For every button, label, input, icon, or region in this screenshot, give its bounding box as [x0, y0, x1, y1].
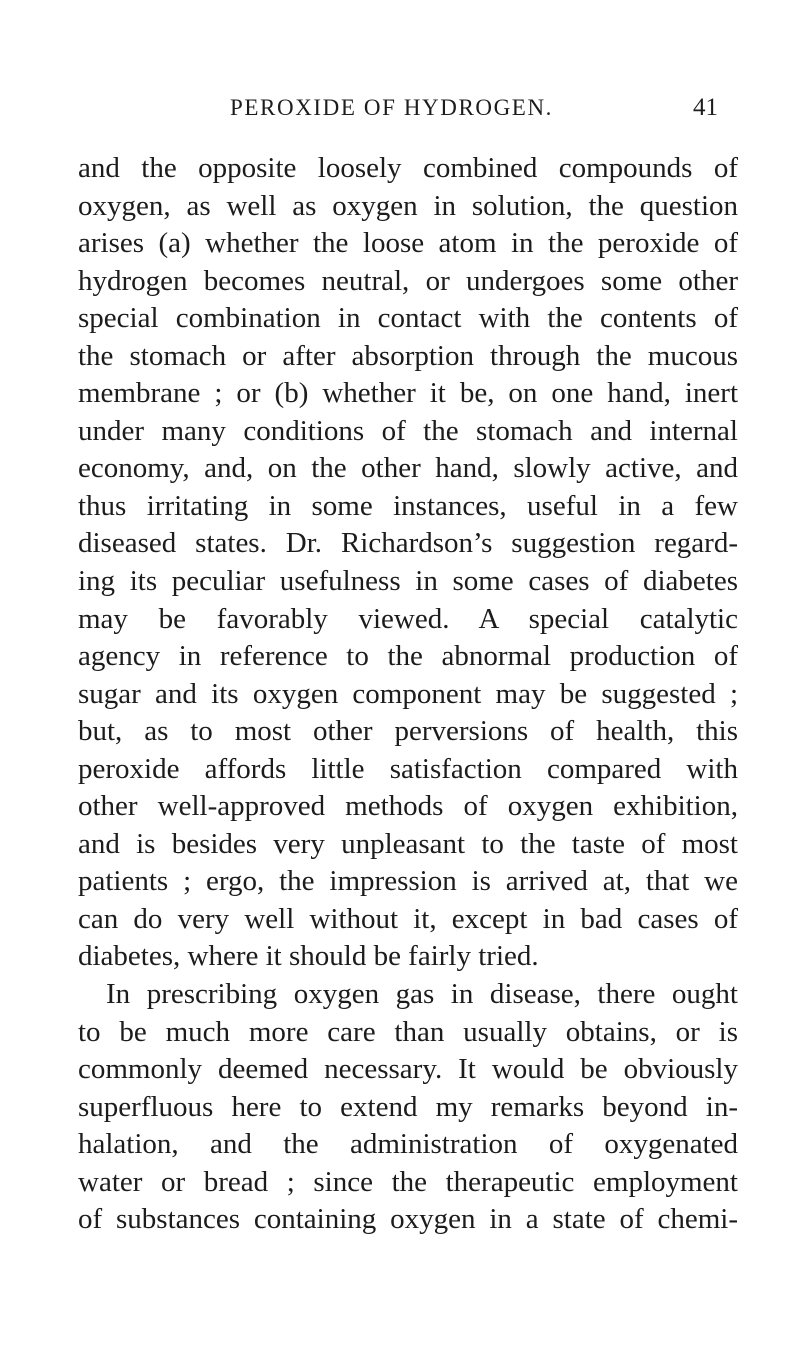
- text-line: and is besides very unpleasant to the taste of most: [78, 827, 738, 860]
- text-line: under many conditions of the stomach and internal: [78, 414, 738, 447]
- text-line: but, as to most other perversions of health, this: [78, 715, 738, 748]
- paragraph-end-line: diabetes, where it should be fairly tried.: [78, 940, 539, 973]
- text-line: water or bread ; since the therapeutic employment: [78, 1165, 738, 1198]
- paragraph-start-line: In prescribing oxygen gas in disease, there ought: [106, 978, 738, 1011]
- text-line: patients ; ergo, the impression is arrived at, that we: [78, 865, 738, 898]
- body-text: [78, 150, 738, 1239]
- text-line: oxygen, as well as oxygen in solution, the question: [78, 189, 738, 222]
- text-line: hydrogen becomes neutral, or undergoes some other: [78, 264, 738, 297]
- running-head: [0, 92, 800, 124]
- text-line: commonly deemed necessary. It would be obviously: [78, 1053, 738, 1086]
- text-line: superfluous here to extend my remarks beyond in-: [78, 1090, 738, 1123]
- text-line: economy, and, on the other hand, slowly active, and: [78, 452, 738, 485]
- text-line: membrane ; or (b) whether it be, on one hand, inert: [78, 377, 738, 410]
- text-line: diseased states. Dr. Richardson’s suggestion regard-: [78, 527, 738, 560]
- text-line: special combination in contact with the contents of: [78, 302, 738, 335]
- page-number: 41: [693, 94, 718, 121]
- text-line: can do very well without it, except in bad cases of: [78, 902, 738, 935]
- text-line: thus irritating in some instances, useful in a few: [78, 489, 738, 522]
- text-line: to be much more care than usually obtains, or is: [78, 1015, 738, 1048]
- text-line: peroxide affords little satisfaction compared with: [78, 752, 738, 785]
- text-line: ing its peculiar usefulness in some cases of diabetes: [78, 565, 738, 598]
- text-line: halation, and the administration of oxygenated: [78, 1128, 738, 1161]
- text-line: of substances containing oxygen in a state of chemi-: [78, 1203, 738, 1236]
- text-line: agency in reference to the abnormal production of: [78, 640, 738, 673]
- text-line: may be favorably viewed. A special catalytic: [78, 602, 738, 635]
- text-line: sugar and its oxygen component may be suggested ;: [78, 677, 738, 710]
- running-head-title: PEROXIDE OF HYDROGEN.: [230, 95, 554, 120]
- text-line: the stomach or after absorption through the mucous: [78, 339, 738, 372]
- text-line: and the opposite loosely combined compounds of: [78, 152, 738, 184]
- text-line: arises (a) whether the loose atom in the peroxide of: [78, 227, 738, 260]
- text-line: other well-approved methods of oxygen exhibition,: [78, 790, 738, 823]
